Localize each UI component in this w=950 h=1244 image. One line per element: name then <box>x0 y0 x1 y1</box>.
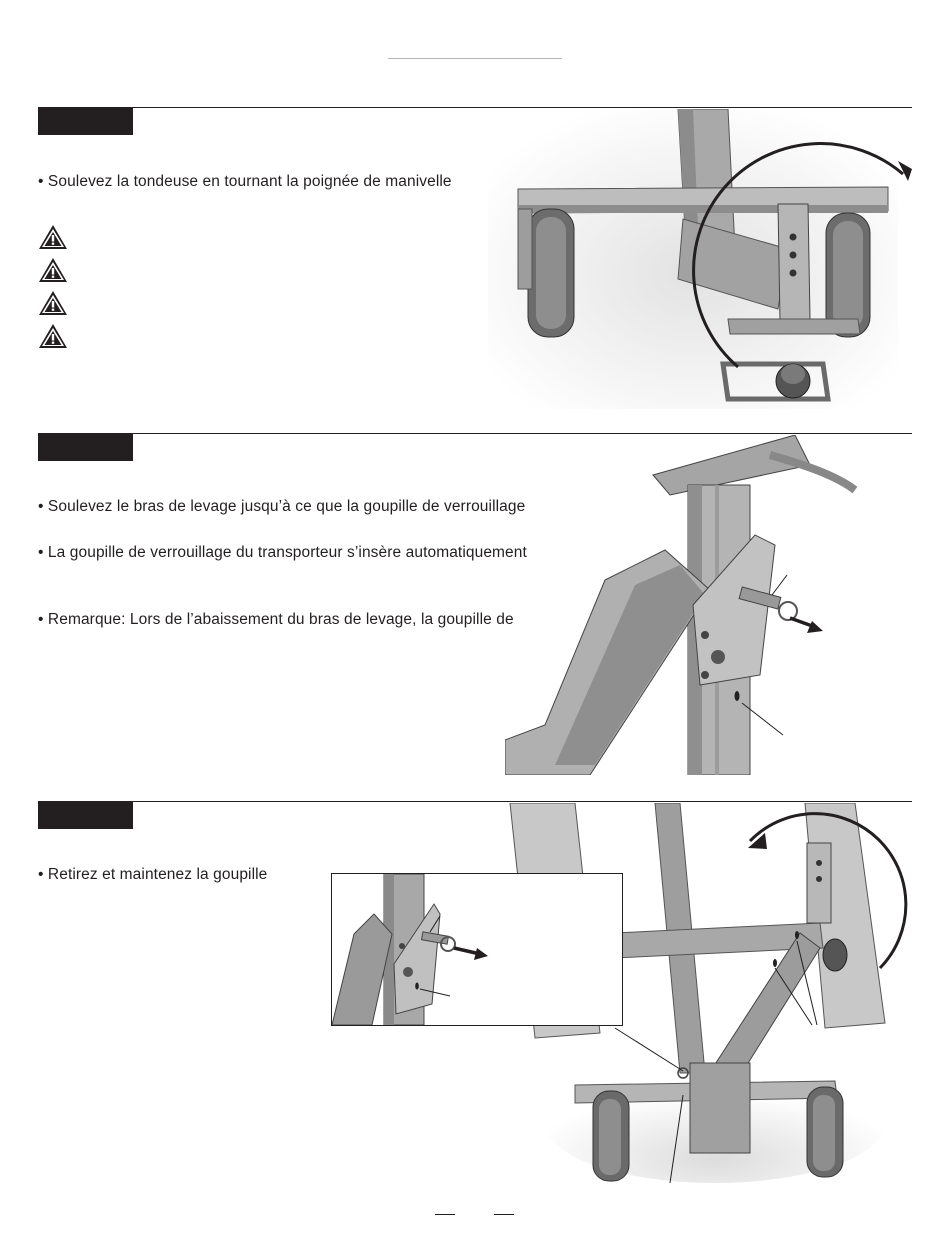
warning-icon <box>38 224 68 250</box>
detail-inset <box>331 873 623 1026</box>
section-3-tab <box>38 802 133 829</box>
section-2-bullet-1: • Soulevez le bras de levage jusqu’à ce que la goupille de verrouillage <box>38 498 526 515</box>
section-3-bullet: • Retirez et maintenez la goupille <box>38 866 268 883</box>
lift-arm-illustration <box>505 435 910 775</box>
section-1-bullet: • Soulevez la tondeuse en tournant la poignée de manivelle <box>38 173 452 190</box>
section-3-rule <box>38 801 912 802</box>
section-2-bullet-3: • Remarque: Lors de l’abaissement du bras de levage, la goupille de <box>38 611 514 628</box>
section-2-bullet-2: • La goupille de verrouillage du transporteur s’insère automatiquement <box>38 544 527 561</box>
warning-icon <box>38 257 68 283</box>
warning-icon <box>38 323 68 349</box>
section-1-tab <box>38 108 133 135</box>
header-line <box>388 58 562 59</box>
section-2-tab <box>38 434 133 461</box>
section-1-rule <box>38 107 912 108</box>
pin-detail-illustration <box>332 874 622 1025</box>
section-2-rule <box>38 433 912 434</box>
footer-mark-left <box>435 1214 455 1215</box>
crank-illustration <box>488 109 918 414</box>
warning-icon <box>38 290 68 316</box>
footer-mark-right <box>494 1214 514 1215</box>
